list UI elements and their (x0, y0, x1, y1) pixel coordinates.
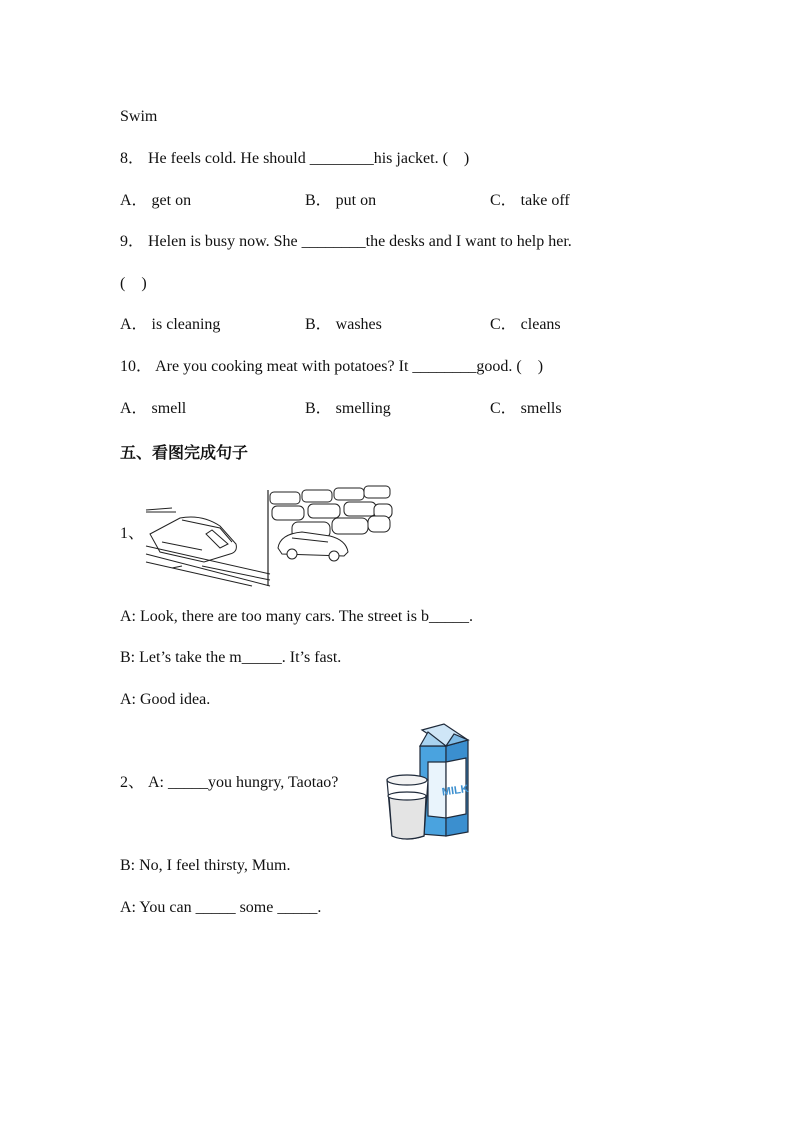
question-10-stem: 10． Are you cooking meat with potatoes? It ________good. ( ) (120, 358, 544, 375)
train-icon (146, 508, 270, 586)
question-9-answer-paren: ( ) (120, 275, 147, 292)
section-5-title: 五、看图完成句子 (120, 443, 249, 462)
picture-2-line-c: A: You can _____ some _____. (120, 899, 322, 916)
question-8-stem: 8． He feels cold. He should ________his jacket. ( ) (120, 150, 470, 167)
milk-label: MILK (441, 782, 470, 799)
q10-option-c: C． smells (490, 400, 562, 417)
traffic-jam-icon (270, 486, 392, 561)
q9-option-a: A． is cleaning (120, 316, 221, 333)
picture-1-line-c: A: Good idea. (120, 691, 211, 708)
milk-illustration (384, 722, 474, 842)
train-and-traffic-illustration (142, 482, 394, 588)
q8-option-c: C． take off (490, 192, 570, 209)
picture-1-line-a: A: Look, there are too many cars. The street is b_____. (120, 608, 473, 625)
q10-option-a: A． smell (120, 400, 187, 417)
q9-option-b: B． washes (305, 316, 382, 333)
picture-1-line-b: B: Let’s take the m_____. It’s fast. (120, 649, 342, 666)
q10-option-b: B． smelling (305, 400, 391, 417)
picture-2-line-b: B: No, I feel thirsty, Mum. (120, 857, 291, 874)
q8-option-b: B． put on (305, 192, 377, 209)
question-9-stem: 9． Helen is busy now. She ________the desks and I want to help her. (120, 233, 572, 250)
picture-2-question: 2、 A: _____you hungry, Taotao? (120, 774, 339, 791)
top-word: Swim (120, 108, 158, 125)
q8-option-a: A． get on (120, 192, 192, 209)
glass-of-milk-icon (387, 775, 428, 839)
q9-option-c: C． cleans (490, 316, 561, 333)
picture-1-number: 1、 (120, 525, 145, 542)
